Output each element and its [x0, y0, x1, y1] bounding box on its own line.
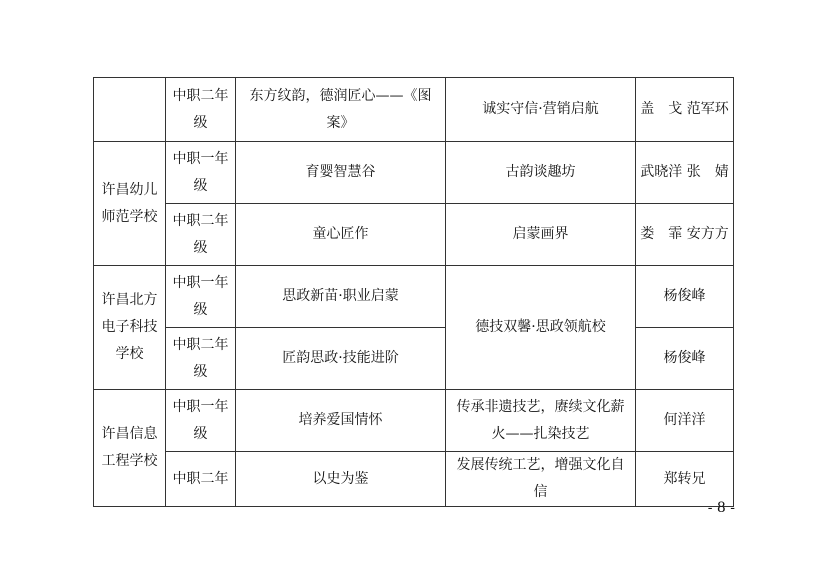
teacher-cell: 娄 霏 安方方 [636, 204, 734, 266]
grade-cell: 中职二年级 [166, 328, 236, 390]
table-row [94, 78, 734, 142]
grade-cell: 中职一年级 [166, 390, 236, 452]
school-cell: 许昌幼儿师范学校 [94, 142, 166, 266]
page-number: - 8 - [707, 500, 735, 516]
course-cell: 匠韵思政·技能进阶 [236, 328, 446, 390]
teacher-cell: 杨俊峰 [636, 266, 734, 328]
table-row [94, 204, 734, 266]
teacher-cell: 杨俊峰 [636, 328, 734, 390]
course-cell: 思政新苗·职业启蒙 [236, 266, 446, 328]
grade-cell: 中职一年级 [166, 266, 236, 328]
teacher-cell: 何洋洋 [636, 390, 734, 452]
grade-cell: 中职二年级 [166, 204, 236, 266]
course-cell: 东方纹韵，德润匠心——《图案》 [236, 78, 446, 142]
course-cell: 德技双馨·思政领航校 [446, 266, 636, 390]
table-row [94, 142, 734, 204]
grade-cell: 中职二年 [166, 452, 236, 507]
school-cell: 许昌北方电子科技学校 [94, 266, 166, 390]
table-row [94, 266, 734, 328]
table-row [94, 328, 734, 390]
course-cell: 育婴智慧谷 [236, 142, 446, 204]
course-cell: 童心匠作 [236, 204, 446, 266]
course-cell: 以史为鉴 [236, 452, 446, 507]
grade-cell: 中职二年级 [166, 78, 236, 142]
course-cell: 培养爱国情怀 [236, 390, 446, 452]
course-cell: 发展传统工艺，增强文化自信 [446, 452, 636, 507]
course-table [93, 77, 734, 507]
teacher-cell: 盖 戈 范军环 [636, 78, 734, 142]
grade-cell: 中职一年级 [166, 142, 236, 204]
course-cell: 启蒙画界 [446, 204, 636, 266]
course-cell: 诚实守信·营销启航 [446, 78, 636, 142]
table-row [94, 390, 734, 452]
school-cell [94, 78, 166, 142]
teacher-cell: 武晓洋 张 婧 [636, 142, 734, 204]
course-cell: 传承非遗技艺，赓续文化薪火——扎染技艺 [446, 390, 636, 452]
course-cell: 古韵谈趣坊 [446, 142, 636, 204]
school-cell: 许昌信息工程学校 [94, 390, 166, 507]
table-row [94, 452, 734, 507]
teacher-cell: 郑转兄 [636, 452, 734, 507]
